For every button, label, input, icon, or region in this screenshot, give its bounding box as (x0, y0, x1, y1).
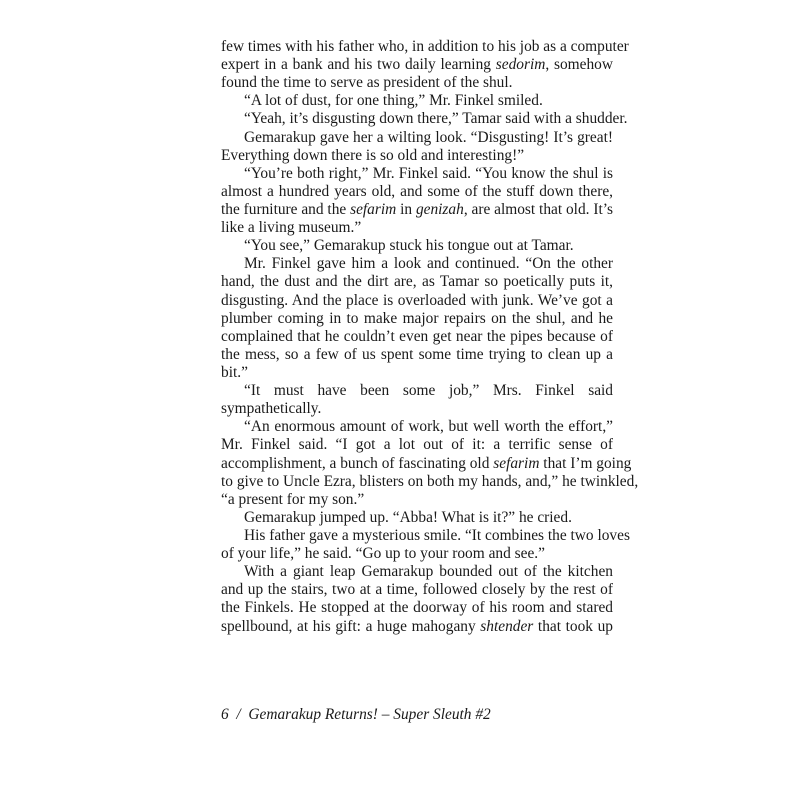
italic-term: sefarim (493, 454, 540, 472)
text-run: “An enormous amount of work, but well worth the effort,” (244, 418, 613, 436)
text-line (221, 526, 630, 545)
text-run: “a present for my son.” (221, 490, 365, 508)
text-run: the Finkels. He stopped at the doorway of his room and stared (221, 599, 613, 617)
text-run: plumber coming in to make major repairs on the shul, and he (221, 309, 613, 327)
text-line (221, 436, 613, 454)
text-line (221, 147, 613, 165)
text-line (221, 255, 613, 273)
text-line (221, 201, 613, 219)
text-run: With a giant leap Gemarakup bounded out of the kitchen (244, 563, 613, 581)
text-line (221, 292, 613, 310)
text-run: that took up (533, 617, 613, 635)
text-line (221, 237, 613, 255)
text-run: Mr. Finkel gave him a look and continued. “On the other (244, 255, 613, 273)
text-run: , are almost that old. It’s (463, 200, 614, 218)
text-run: expert in a bank and his two daily learning (221, 56, 496, 74)
text-line (221, 56, 613, 74)
text-line (221, 129, 613, 147)
text-run: that I’m going (539, 454, 632, 472)
text-run: sympathetically. (221, 400, 322, 418)
text-line (221, 618, 613, 636)
text-line (221, 454, 632, 473)
text-run: to give to Uncle Ezra, blisters on both my hands, and,” he twinkled, (221, 472, 639, 490)
text-line (221, 382, 613, 400)
text-line (221, 183, 613, 201)
text-line (221, 219, 613, 237)
page-number: 6 (221, 706, 229, 723)
text-run: complained that he couldn’t even get near the pipes because of (221, 327, 613, 345)
text-run: Everything down there is so old and interesting!” (221, 146, 525, 164)
text-line (221, 400, 613, 418)
text-run: Mr. Finkel said. “I got a lot out of it: a terrific sense of (221, 436, 613, 454)
text-line (221, 38, 629, 56)
text-line (221, 310, 613, 328)
text-run: like a living museum.” (221, 219, 362, 237)
text-run: of your life,” he said. “Go up to your room and see.” (221, 545, 545, 563)
italic-term: sefarim (350, 200, 397, 218)
text-run: “A lot of dust, for one thing,” Mr. Finkel smiled. (244, 92, 543, 110)
text-run: and up the stairs, two at a time, followed closely by the rest of (221, 581, 613, 599)
text-run: found the time to serve as president of the shul. (221, 74, 513, 92)
text-run: spellbound, at his gift: a huge mahogany (221, 617, 481, 635)
text-line (221, 472, 639, 491)
text-line (221, 273, 613, 291)
text-line (221, 509, 613, 527)
text-run: “You see,” Gemarakup stuck his tongue out at Tamar. (244, 237, 574, 255)
text-run: the furniture and the (221, 200, 351, 218)
text-line (221, 599, 613, 617)
text-run: disgusting. And the place is overloaded with junk. We’ve got a (221, 291, 613, 309)
text-run: the mess, so a few of us spent some time trying to clean up a (221, 345, 613, 363)
text-line (221, 328, 613, 346)
text-line (221, 74, 613, 92)
text-line (221, 545, 613, 563)
text-run: “You’re both right,” Mr. Finkel said. “You know the shul is (244, 164, 613, 182)
text-line (221, 110, 628, 128)
text-run: His father gave a mysterious smile. “It combines the two loves (244, 526, 630, 544)
body-text (221, 38, 639, 636)
text-run: “It must have been some job,” Mrs. Finkel said (244, 382, 613, 400)
text-run: hand, the dust and the dirt are, as Tamar so poetically puts it, (221, 273, 613, 291)
text-run: in (396, 200, 416, 218)
running-title: / Gemarakup Returns! – Super Sleuth #2 (236, 706, 491, 723)
text-run: Gemarakup gave her a wilting look. “Disgusting! It’s great! (244, 128, 613, 146)
page-footer (221, 706, 491, 724)
text-run: Gemarakup jumped up. “Abba! What is it?” he cried. (244, 508, 572, 526)
text-line (221, 364, 613, 382)
italic-term: shtender (480, 617, 534, 635)
text-line (221, 418, 613, 436)
text-run: few times with his father who, in addition to his job as a computer (221, 38, 629, 55)
text-line (221, 491, 613, 509)
text-run: accomplishment, a bunch of fascinating old (221, 454, 494, 472)
text-run: bit.” (221, 363, 248, 381)
text-line (221, 92, 613, 110)
italic-term: sedorim (495, 56, 546, 74)
text-line (221, 346, 613, 364)
italic-term: genizah (415, 200, 464, 218)
text-line (221, 563, 613, 581)
text-run: “Yeah, it’s disgusting down there,” Tamar said with a shudder. (244, 110, 628, 128)
text-run: , somehow (545, 56, 613, 74)
text-run: almost a hundred years old, and some of the stuff down there, (221, 182, 613, 200)
text-line (221, 165, 613, 183)
text-line (221, 581, 613, 599)
